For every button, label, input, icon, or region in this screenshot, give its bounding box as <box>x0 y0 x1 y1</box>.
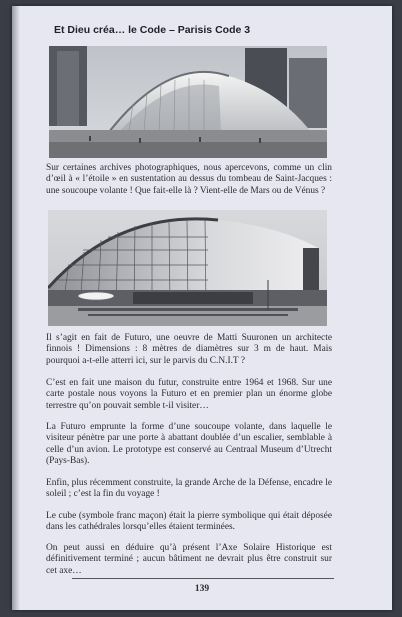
page-number: 139 <box>194 584 210 594</box>
book-spine-shadow <box>12 6 20 610</box>
paragraph-7: On peut aussi en déduire qu’à présent l’Axe Solaire Historique est définitivement terminé ; aucun bâtiment ne devrait plus être construit sur cet axe… <box>46 543 332 576</box>
photo-cnit-building <box>49 46 327 158</box>
book-page <box>12 6 392 610</box>
paragraph-3: C’est en fait une maison du futur, construite entre 1964 et 1968. Sur une carte postale nous voyons la Futuro et en premier plan un énorme globe terrestre qu’on pouvait semble t-il visiter… <box>46 378 332 411</box>
footer-rule <box>72 578 334 579</box>
photo-futuro-cnit <box>48 210 327 326</box>
paragraph-4: La Futuro emprunte la forme d’une soucoupe volante, dans laquelle le visiteur pénètre par une porte à abattant doublée d’un escalier, semblable à celle d’un avion. Le prototype est conservé au Centraal Museum d’Utrecht (Pays-Bas). <box>46 422 332 466</box>
running-header: Et Dieu créa… le Code – Parisis Code 3 <box>54 24 251 36</box>
paragraph-2: Il s’agit en fait de Futuro, une oeuvre de Matti Suuronen un architecte finnois ! Dimensions : 8 mètres de diamètres sur 3 m de haut. Mais pourquoi a-t-elle atterri ici, sur le parvis du C.N.I.T ? <box>46 333 332 366</box>
paragraph-5: Enfin, plus récemment construite, la grande Arche de la Défense, encadre le soleil ; c’est la fin du voyage ! <box>46 478 332 500</box>
paragraph-1: Sur certaines archives photographiques, nous apercevons, comme un clin d’œil à « l’étoile » en sustentation au dessus du tombeau de Saint-Jacques : une soucoupe volante ! Que fait-elle là ? Vient-elle de Mars ou de Vénus ? <box>46 163 332 196</box>
paragraph-6: Le cube (symbole franc maçon) était la pierre symbolique qui était déposée dans les cathédrales lorsqu’elles étaient terminées. <box>46 511 332 533</box>
